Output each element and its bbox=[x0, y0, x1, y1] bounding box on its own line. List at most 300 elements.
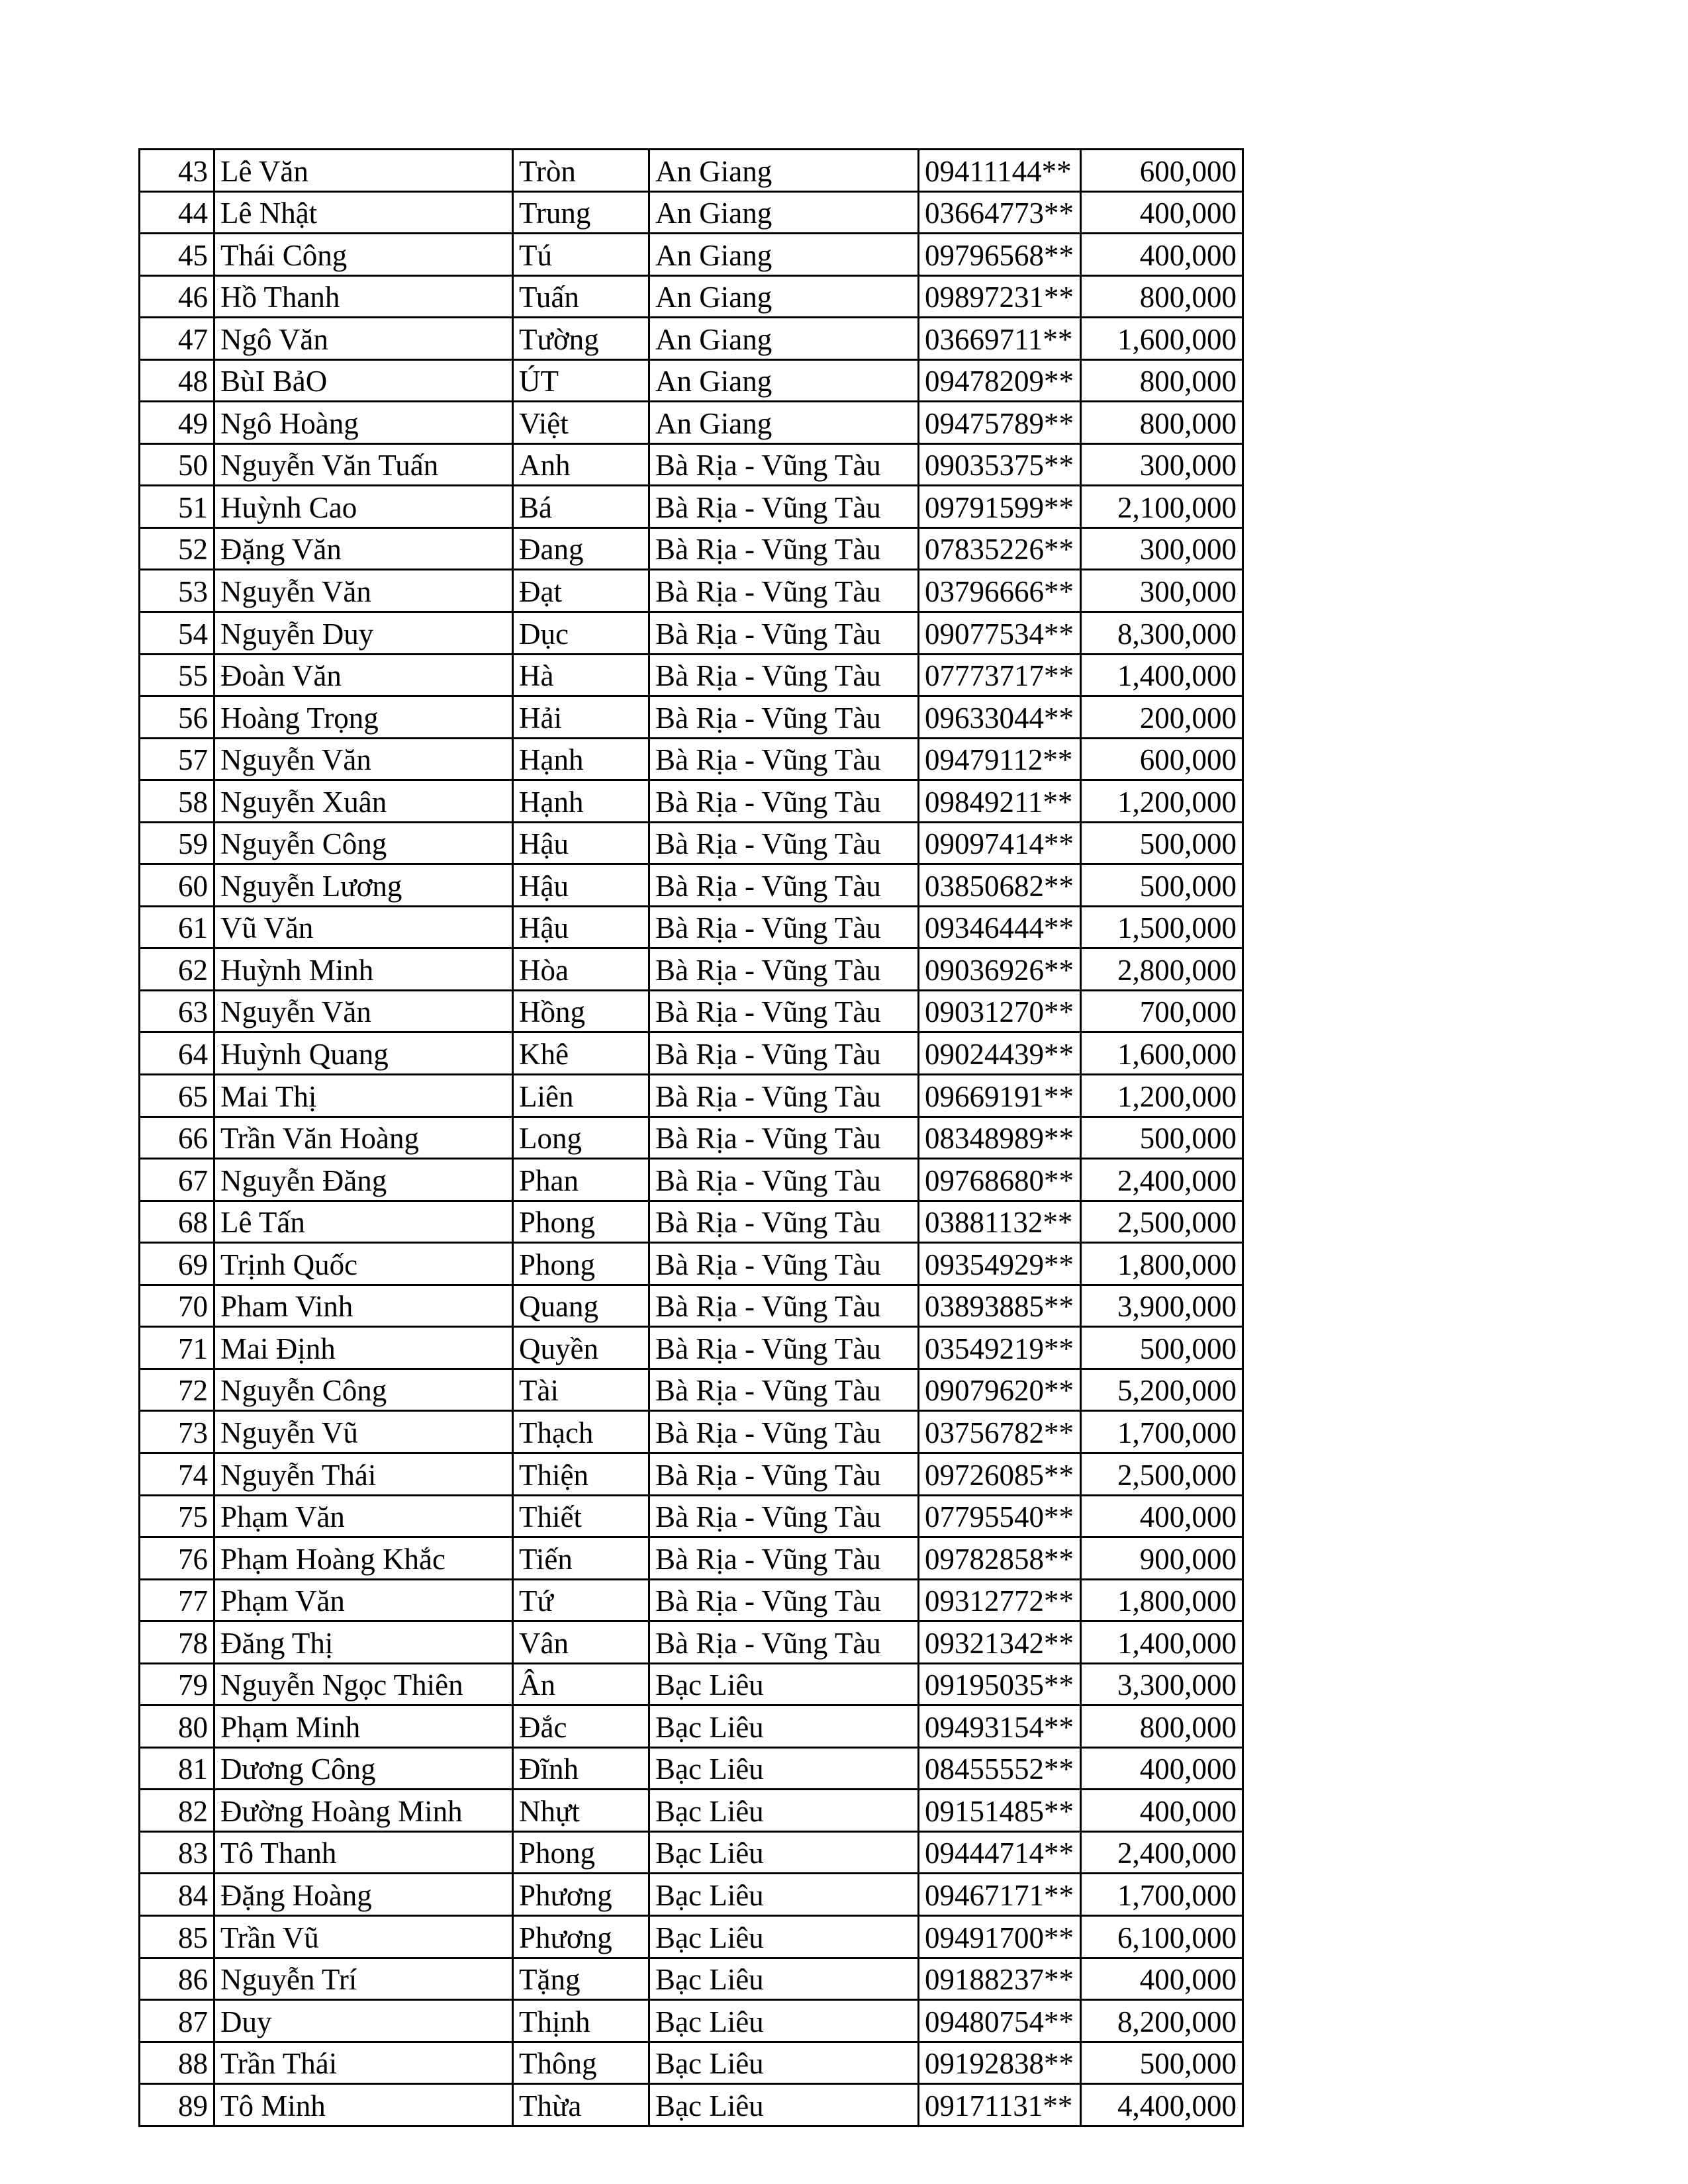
first-name-cell: Quang bbox=[513, 1285, 649, 1327]
amount-cell: 800,000 bbox=[1081, 359, 1243, 402]
last-name-cell: Đăng Thị bbox=[214, 1621, 513, 1664]
row-number-cell: 82 bbox=[140, 1790, 214, 1832]
amount-cell: 400,000 bbox=[1081, 191, 1243, 234]
phone-cell: 09768680** bbox=[919, 1159, 1081, 1201]
last-name-cell: Vũ Văn bbox=[214, 906, 513, 948]
table-row bbox=[140, 1453, 1243, 1495]
province-cell: An Giang bbox=[649, 150, 919, 192]
province-cell: Bà Rịa - Vũng Tàu bbox=[649, 1159, 919, 1201]
phone-cell: 08348989** bbox=[919, 1116, 1081, 1159]
first-name-cell: ÚT bbox=[513, 359, 649, 402]
row-number-cell: 74 bbox=[140, 1453, 214, 1495]
last-name-cell: Hoàng Trọng bbox=[214, 696, 513, 739]
row-number-cell: 85 bbox=[140, 1915, 214, 1958]
first-name-cell: Đang bbox=[513, 527, 649, 570]
amount-cell: 800,000 bbox=[1081, 275, 1243, 318]
row-number-cell: 76 bbox=[140, 1537, 214, 1580]
table-row bbox=[140, 1201, 1243, 1243]
province-cell: Bà Rịa - Vũng Tàu bbox=[649, 1243, 919, 1285]
first-name-cell: Tú bbox=[513, 234, 649, 276]
phone-cell: 09493154** bbox=[919, 1706, 1081, 1748]
table-row bbox=[140, 864, 1243, 907]
row-number-cell: 81 bbox=[140, 1747, 214, 1790]
province-cell: Bạc Liêu bbox=[649, 1958, 919, 2000]
phone-cell: 09171131** bbox=[919, 2084, 1081, 2126]
table-row bbox=[140, 738, 1243, 780]
row-number-cell: 63 bbox=[140, 990, 214, 1032]
amount-cell: 500,000 bbox=[1081, 2042, 1243, 2084]
table-row bbox=[140, 443, 1243, 486]
province-cell: An Giang bbox=[649, 402, 919, 444]
phone-cell: 09346444** bbox=[919, 906, 1081, 948]
first-name-cell: Hạnh bbox=[513, 780, 649, 823]
table-row bbox=[140, 1537, 1243, 1580]
row-number-cell: 50 bbox=[140, 443, 214, 486]
phone-cell: 09669191** bbox=[919, 1075, 1081, 1117]
phone-cell: 07773717** bbox=[919, 654, 1081, 696]
province-cell: Bạc Liêu bbox=[649, 1874, 919, 1916]
row-number-cell: 53 bbox=[140, 570, 214, 612]
recipient-table-body bbox=[140, 150, 1243, 2126]
province-cell: Bạc Liêu bbox=[649, 2000, 919, 2042]
last-name-cell: Trần Thái bbox=[214, 2042, 513, 2084]
phone-cell: 09478209** bbox=[919, 359, 1081, 402]
first-name-cell: Khê bbox=[513, 1032, 649, 1075]
province-cell: Bà Rịa - Vũng Tàu bbox=[649, 822, 919, 864]
province-cell: Bà Rịa - Vũng Tàu bbox=[649, 738, 919, 780]
table-row bbox=[140, 402, 1243, 444]
first-name-cell: Thiện bbox=[513, 1453, 649, 1495]
first-name-cell: Tứ bbox=[513, 1579, 649, 1621]
amount-cell: 200,000 bbox=[1081, 696, 1243, 739]
phone-cell: 09849211** bbox=[919, 780, 1081, 823]
row-number-cell: 71 bbox=[140, 1327, 214, 1369]
first-name-cell: Nhựt bbox=[513, 1790, 649, 1832]
amount-cell: 800,000 bbox=[1081, 402, 1243, 444]
table-row bbox=[140, 1831, 1243, 1874]
first-name-cell: Quyền bbox=[513, 1327, 649, 1369]
amount-cell: 600,000 bbox=[1081, 150, 1243, 192]
amount-cell: 1,600,000 bbox=[1081, 318, 1243, 360]
first-name-cell: Bá bbox=[513, 486, 649, 528]
last-name-cell: Nguyễn Vũ bbox=[214, 1411, 513, 1453]
province-cell: Bà Rịa - Vũng Tàu bbox=[649, 1032, 919, 1075]
table-row bbox=[140, 948, 1243, 991]
first-name-cell: Phan bbox=[513, 1159, 649, 1201]
table-row bbox=[140, 1116, 1243, 1159]
first-name-cell: Thiết bbox=[513, 1495, 649, 1537]
last-name-cell: Trần Vũ bbox=[214, 1915, 513, 1958]
last-name-cell: Pham Vinh bbox=[214, 1285, 513, 1327]
last-name-cell: Trịnh Quốc bbox=[214, 1243, 513, 1285]
phone-cell: 09796568** bbox=[919, 234, 1081, 276]
phone-cell: 07835226** bbox=[919, 527, 1081, 570]
table-row bbox=[140, 1327, 1243, 1369]
province-cell: Bà Rịa - Vũng Tàu bbox=[649, 527, 919, 570]
last-name-cell: Nguyễn Văn bbox=[214, 738, 513, 780]
first-name-cell: Tròn bbox=[513, 150, 649, 192]
first-name-cell: Phong bbox=[513, 1831, 649, 1874]
first-name-cell: Dục bbox=[513, 612, 649, 655]
first-name-cell: Vân bbox=[513, 1621, 649, 1664]
province-cell: Bà Rịa - Vũng Tàu bbox=[649, 1285, 919, 1327]
phone-cell: 09782858** bbox=[919, 1537, 1081, 1580]
last-name-cell: Nguyễn Công bbox=[214, 1369, 513, 1411]
table-row bbox=[140, 1790, 1243, 1832]
phone-cell: 09354929** bbox=[919, 1243, 1081, 1285]
first-name-cell: Hồng bbox=[513, 990, 649, 1032]
province-cell: Bà Rịa - Vũng Tàu bbox=[649, 1201, 919, 1243]
phone-cell: 09411144** bbox=[919, 150, 1081, 192]
phone-cell: 09480754** bbox=[919, 2000, 1081, 2042]
phone-cell: 09791599** bbox=[919, 486, 1081, 528]
province-cell: Bạc Liêu bbox=[649, 1663, 919, 1706]
first-name-cell: Đạt bbox=[513, 570, 649, 612]
row-number-cell: 73 bbox=[140, 1411, 214, 1453]
table-row bbox=[140, 1032, 1243, 1075]
amount-cell: 1,600,000 bbox=[1081, 1032, 1243, 1075]
amount-cell: 900,000 bbox=[1081, 1537, 1243, 1580]
table-row bbox=[140, 2042, 1243, 2084]
first-name-cell: Phong bbox=[513, 1201, 649, 1243]
last-name-cell: Ngô Hoàng bbox=[214, 402, 513, 444]
amount-cell: 8,300,000 bbox=[1081, 612, 1243, 655]
row-number-cell: 70 bbox=[140, 1285, 214, 1327]
province-cell: Bạc Liêu bbox=[649, 1915, 919, 1958]
last-name-cell: Dương Công bbox=[214, 1747, 513, 1790]
amount-cell: 2,500,000 bbox=[1081, 1201, 1243, 1243]
amount-cell: 300,000 bbox=[1081, 527, 1243, 570]
province-cell: An Giang bbox=[649, 275, 919, 318]
last-name-cell: Tô Minh bbox=[214, 2084, 513, 2126]
table-row bbox=[140, 1915, 1243, 1958]
table-row bbox=[140, 1495, 1243, 1537]
table-row bbox=[140, 1285, 1243, 1327]
last-name-cell: Phạm Văn bbox=[214, 1579, 513, 1621]
row-number-cell: 65 bbox=[140, 1075, 214, 1117]
amount-cell: 6,100,000 bbox=[1081, 1915, 1243, 1958]
phone-cell: 08455552** bbox=[919, 1747, 1081, 1790]
phone-cell: 09475789** bbox=[919, 402, 1081, 444]
row-number-cell: 49 bbox=[140, 402, 214, 444]
first-name-cell: Đĩnh bbox=[513, 1747, 649, 1790]
amount-cell: 300,000 bbox=[1081, 443, 1243, 486]
amount-cell: 2,400,000 bbox=[1081, 1831, 1243, 1874]
amount-cell: 500,000 bbox=[1081, 1327, 1243, 1369]
amount-cell: 800,000 bbox=[1081, 1706, 1243, 1748]
phone-cell: 03549219** bbox=[919, 1327, 1081, 1369]
first-name-cell: Hạnh bbox=[513, 738, 649, 780]
row-number-cell: 84 bbox=[140, 1874, 214, 1916]
phone-cell: 09031270** bbox=[919, 990, 1081, 1032]
last-name-cell: Mai Định bbox=[214, 1327, 513, 1369]
amount-cell: 2,400,000 bbox=[1081, 1159, 1243, 1201]
row-number-cell: 68 bbox=[140, 1201, 214, 1243]
amount-cell: 2,800,000 bbox=[1081, 948, 1243, 991]
row-number-cell: 80 bbox=[140, 1706, 214, 1748]
amount-cell: 500,000 bbox=[1081, 1116, 1243, 1159]
table-row bbox=[140, 1243, 1243, 1285]
phone-cell: 09321342** bbox=[919, 1621, 1081, 1664]
phone-cell: 09188237** bbox=[919, 1958, 1081, 2000]
province-cell: Bạc Liêu bbox=[649, 1706, 919, 1748]
amount-cell: 2,100,000 bbox=[1081, 486, 1243, 528]
last-name-cell: Tô Thanh bbox=[214, 1831, 513, 1874]
recipient-table bbox=[138, 148, 1244, 2127]
table-row bbox=[140, 486, 1243, 528]
phone-cell: 03669711** bbox=[919, 318, 1081, 360]
row-number-cell: 69 bbox=[140, 1243, 214, 1285]
phone-cell: 03893885** bbox=[919, 1285, 1081, 1327]
last-name-cell: BùI BảO bbox=[214, 359, 513, 402]
phone-cell: 09491700** bbox=[919, 1915, 1081, 1958]
phone-cell: 09036926** bbox=[919, 948, 1081, 991]
row-number-cell: 87 bbox=[140, 2000, 214, 2042]
first-name-cell: Hòa bbox=[513, 948, 649, 991]
phone-cell: 03881132** bbox=[919, 1201, 1081, 1243]
phone-cell: 09467171** bbox=[919, 1874, 1081, 1916]
amount-cell: 300,000 bbox=[1081, 570, 1243, 612]
last-name-cell: Lê Tấn bbox=[214, 1201, 513, 1243]
amount-cell: 600,000 bbox=[1081, 738, 1243, 780]
first-name-cell: Liên bbox=[513, 1075, 649, 1117]
amount-cell: 1,400,000 bbox=[1081, 1621, 1243, 1664]
first-name-cell: Việt bbox=[513, 402, 649, 444]
amount-cell: 4,400,000 bbox=[1081, 2084, 1243, 2126]
first-name-cell: Ân bbox=[513, 1663, 649, 1706]
last-name-cell: Nguyễn Văn Tuấn bbox=[214, 443, 513, 486]
province-cell: Bạc Liêu bbox=[649, 2084, 919, 2126]
table-row bbox=[140, 906, 1243, 948]
row-number-cell: 64 bbox=[140, 1032, 214, 1075]
table-row bbox=[140, 1874, 1243, 1916]
row-number-cell: 77 bbox=[140, 1579, 214, 1621]
province-cell: Bà Rịa - Vũng Tàu bbox=[649, 443, 919, 486]
province-cell: Bà Rịa - Vũng Tàu bbox=[649, 696, 919, 739]
province-cell: Bà Rịa - Vũng Tàu bbox=[649, 570, 919, 612]
table-row bbox=[140, 822, 1243, 864]
amount-cell: 3,900,000 bbox=[1081, 1285, 1243, 1327]
amount-cell: 1,200,000 bbox=[1081, 780, 1243, 823]
phone-cell: 09726085** bbox=[919, 1453, 1081, 1495]
province-cell: Bà Rịa - Vũng Tàu bbox=[649, 1369, 919, 1411]
phone-cell: 09097414** bbox=[919, 822, 1081, 864]
amount-cell: 1,400,000 bbox=[1081, 654, 1243, 696]
table-row bbox=[140, 1411, 1243, 1453]
amount-cell: 400,000 bbox=[1081, 234, 1243, 276]
last-name-cell: Phạm Minh bbox=[214, 1706, 513, 1748]
first-name-cell: Hà bbox=[513, 654, 649, 696]
province-cell: Bà Rịa - Vũng Tàu bbox=[649, 1327, 919, 1369]
last-name-cell: Nguyễn Thái bbox=[214, 1453, 513, 1495]
last-name-cell: Nguyễn Trí bbox=[214, 1958, 513, 2000]
table-row bbox=[140, 612, 1243, 655]
row-number-cell: 66 bbox=[140, 1116, 214, 1159]
phone-cell: 09151485** bbox=[919, 1790, 1081, 1832]
last-name-cell: Nguyễn Văn bbox=[214, 570, 513, 612]
row-number-cell: 89 bbox=[140, 2084, 214, 2126]
phone-cell: 03664773** bbox=[919, 191, 1081, 234]
province-cell: Bà Rịa - Vũng Tàu bbox=[649, 906, 919, 948]
table-row bbox=[140, 1369, 1243, 1411]
last-name-cell: Huỳnh Quang bbox=[214, 1032, 513, 1075]
amount-cell: 1,700,000 bbox=[1081, 1411, 1243, 1453]
province-cell: Bà Rịa - Vũng Tàu bbox=[649, 990, 919, 1032]
last-name-cell: Nguyễn Lương bbox=[214, 864, 513, 907]
province-cell: An Giang bbox=[649, 191, 919, 234]
province-cell: Bà Rịa - Vũng Tàu bbox=[649, 948, 919, 991]
province-cell: Bà Rịa - Vũng Tàu bbox=[649, 1075, 919, 1117]
first-name-cell: Tặng bbox=[513, 1958, 649, 2000]
amount-cell: 1,800,000 bbox=[1081, 1243, 1243, 1285]
phone-cell: 09077534** bbox=[919, 612, 1081, 655]
row-number-cell: 86 bbox=[140, 1958, 214, 2000]
row-number-cell: 52 bbox=[140, 527, 214, 570]
amount-cell: 1,200,000 bbox=[1081, 1075, 1243, 1117]
phone-cell: 07795540** bbox=[919, 1495, 1081, 1537]
row-number-cell: 57 bbox=[140, 738, 214, 780]
first-name-cell: Phương bbox=[513, 1915, 649, 1958]
first-name-cell: Tuấn bbox=[513, 275, 649, 318]
amount-cell: 8,200,000 bbox=[1081, 2000, 1243, 2042]
table-row bbox=[140, 234, 1243, 276]
last-name-cell: Phạm Hoàng Khắc bbox=[214, 1537, 513, 1580]
row-number-cell: 78 bbox=[140, 1621, 214, 1664]
table-row bbox=[140, 696, 1243, 739]
row-number-cell: 58 bbox=[140, 780, 214, 823]
province-cell: Bạc Liêu bbox=[649, 2042, 919, 2084]
row-number-cell: 51 bbox=[140, 486, 214, 528]
amount-cell: 2,500,000 bbox=[1081, 1453, 1243, 1495]
table-row bbox=[140, 1159, 1243, 1201]
phone-cell: 09897231** bbox=[919, 275, 1081, 318]
phone-cell: 09035375** bbox=[919, 443, 1081, 486]
last-name-cell: Đoàn Văn bbox=[214, 654, 513, 696]
amount-cell: 5,200,000 bbox=[1081, 1369, 1243, 1411]
last-name-cell: Nguyễn Đăng bbox=[214, 1159, 513, 1201]
table-row bbox=[140, 1958, 1243, 2000]
table-row bbox=[140, 2084, 1243, 2126]
amount-cell: 3,300,000 bbox=[1081, 1663, 1243, 1706]
last-name-cell: Nguyễn Duy bbox=[214, 612, 513, 655]
province-cell: Bạc Liêu bbox=[649, 1831, 919, 1874]
first-name-cell: Tiến bbox=[513, 1537, 649, 1580]
province-cell: Bà Rịa - Vũng Tàu bbox=[649, 486, 919, 528]
province-cell: Bà Rịa - Vũng Tàu bbox=[649, 654, 919, 696]
first-name-cell: Đắc bbox=[513, 1706, 649, 1748]
last-name-cell: Trần Văn Hoàng bbox=[214, 1116, 513, 1159]
first-name-cell: Hậu bbox=[513, 822, 649, 864]
amount-cell: 1,800,000 bbox=[1081, 1579, 1243, 1621]
first-name-cell: Hải bbox=[513, 696, 649, 739]
row-number-cell: 79 bbox=[140, 1663, 214, 1706]
amount-cell: 400,000 bbox=[1081, 1495, 1243, 1537]
row-number-cell: 47 bbox=[140, 318, 214, 360]
table-row bbox=[140, 1579, 1243, 1621]
province-cell: Bà Rịa - Vũng Tàu bbox=[649, 1453, 919, 1495]
province-cell: Bà Rịa - Vũng Tàu bbox=[649, 1495, 919, 1537]
first-name-cell: Anh bbox=[513, 443, 649, 486]
phone-cell: 03756782** bbox=[919, 1411, 1081, 1453]
phone-cell: 09192838** bbox=[919, 2042, 1081, 2084]
table-row bbox=[140, 1663, 1243, 1706]
province-cell: Bạc Liêu bbox=[649, 1790, 919, 1832]
phone-cell: 09195035** bbox=[919, 1663, 1081, 1706]
phone-cell: 03850682** bbox=[919, 864, 1081, 907]
province-cell: Bà Rịa - Vũng Tàu bbox=[649, 864, 919, 907]
row-number-cell: 62 bbox=[140, 948, 214, 991]
last-name-cell: Đặng Văn bbox=[214, 527, 513, 570]
province-cell: An Giang bbox=[649, 359, 919, 402]
table-row bbox=[140, 654, 1243, 696]
phone-cell: 09633044** bbox=[919, 696, 1081, 739]
first-name-cell: Hậu bbox=[513, 864, 649, 907]
last-name-cell: Nguyễn Xuân bbox=[214, 780, 513, 823]
province-cell: Bà Rịa - Vũng Tàu bbox=[649, 1579, 919, 1621]
table-row bbox=[140, 191, 1243, 234]
phone-cell: 09079620** bbox=[919, 1369, 1081, 1411]
phone-cell: 09024439** bbox=[919, 1032, 1081, 1075]
table-row bbox=[140, 527, 1243, 570]
amount-cell: 1,500,000 bbox=[1081, 906, 1243, 948]
province-cell: Bà Rịa - Vũng Tàu bbox=[649, 612, 919, 655]
last-name-cell: Nguyễn Văn bbox=[214, 990, 513, 1032]
row-number-cell: 54 bbox=[140, 612, 214, 655]
row-number-cell: 43 bbox=[140, 150, 214, 192]
row-number-cell: 88 bbox=[140, 2042, 214, 2084]
province-cell: Bà Rịa - Vũng Tàu bbox=[649, 1537, 919, 1580]
table-row bbox=[140, 275, 1243, 318]
first-name-cell: Hậu bbox=[513, 906, 649, 948]
phone-cell: 03796666** bbox=[919, 570, 1081, 612]
first-name-cell: Tài bbox=[513, 1369, 649, 1411]
table-row bbox=[140, 1747, 1243, 1790]
table-row bbox=[140, 1706, 1243, 1748]
phone-cell: 09479112** bbox=[919, 738, 1081, 780]
province-cell: Bà Rịa - Vũng Tàu bbox=[649, 780, 919, 823]
last-name-cell: Huỳnh Minh bbox=[214, 948, 513, 991]
last-name-cell: Phạm Văn bbox=[214, 1495, 513, 1537]
last-name-cell: Duy bbox=[214, 2000, 513, 2042]
province-cell: Bà Rịa - Vũng Tàu bbox=[649, 1411, 919, 1453]
last-name-cell: Thái Công bbox=[214, 234, 513, 276]
last-name-cell: Đường Hoàng Minh bbox=[214, 1790, 513, 1832]
last-name-cell: Hồ Thanh bbox=[214, 275, 513, 318]
phone-cell: 09312772** bbox=[919, 1579, 1081, 1621]
amount-cell: 400,000 bbox=[1081, 1958, 1243, 2000]
row-number-cell: 46 bbox=[140, 275, 214, 318]
province-cell: An Giang bbox=[649, 234, 919, 276]
last-name-cell: Ngô Văn bbox=[214, 318, 513, 360]
row-number-cell: 44 bbox=[140, 191, 214, 234]
amount-cell: 1,700,000 bbox=[1081, 1874, 1243, 1916]
row-number-cell: 67 bbox=[140, 1159, 214, 1201]
amount-cell: 500,000 bbox=[1081, 822, 1243, 864]
first-name-cell: Long bbox=[513, 1116, 649, 1159]
province-cell: An Giang bbox=[649, 318, 919, 360]
row-number-cell: 72 bbox=[140, 1369, 214, 1411]
table-row bbox=[140, 780, 1243, 823]
amount-cell: 400,000 bbox=[1081, 1747, 1243, 1790]
last-name-cell: Lê Nhật bbox=[214, 191, 513, 234]
table-row bbox=[140, 1075, 1243, 1117]
first-name-cell: Thông bbox=[513, 2042, 649, 2084]
first-name-cell: Thừa bbox=[513, 2084, 649, 2126]
row-number-cell: 60 bbox=[140, 864, 214, 907]
table-row bbox=[140, 990, 1243, 1032]
table-row bbox=[140, 150, 1243, 192]
row-number-cell: 83 bbox=[140, 1831, 214, 1874]
